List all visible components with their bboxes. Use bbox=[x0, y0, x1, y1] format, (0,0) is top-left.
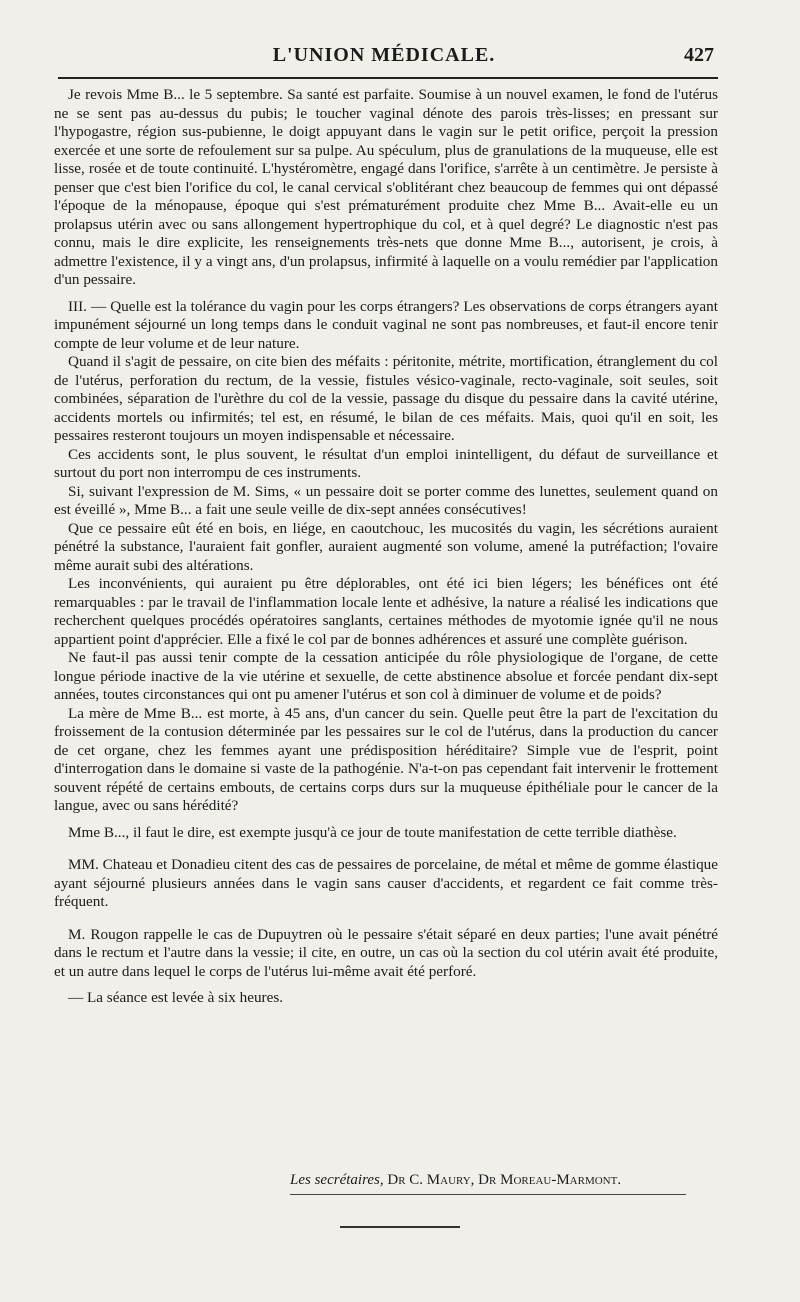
paragraph: Ces accidents sont, le plus souvent, le résultat d'un emploi inintelligent, du défaut de surveillance et surtout du port non interrompu de ces instruments. bbox=[54, 445, 718, 481]
paragraph: — La séance est levée à six heures. bbox=[68, 989, 284, 1006]
article-body bbox=[54, 86, 718, 1008]
paragraph: Si, suivant l'expression de M. Sims, « un pessaire doit se porter comme des lunettes, seulement quand on est éveillé », Mme B... a fait une seule veille de dix-sept années consécutives! bbox=[54, 482, 718, 518]
signature-prefix: Les secrétaires, bbox=[290, 1172, 384, 1188]
header-rule bbox=[58, 77, 718, 79]
end-rule bbox=[340, 1226, 460, 1228]
paragraph: Je revois Mme B... le 5 septembre. Sa santé est parfaite. Soumise à un nouvel examen, le fond de l'utérus ne se sent pas au-dessus du pubis; le toucher vaginal dénote des parois très-lisses; en pressant sur l'hypogastre, région sus-pubienne, le doigt appuyant dans le vagin sur le petit orifice, perçoit la pression exercée et une sorte de refoulement sur sa pulpe. Au spéculum, plus de granulations de la muqueuse, elle est lisse, rosée et de toute continuité. L'hystéromètre, engagé dans l'orifice, s'arrête à un centimètre. Je persiste à penser que c'est bien l'orifice du col, le canal cervical s'oblitérant chez beaucoup de femmes qui ont dépassé l'époque de la ménopause, époque qui s'est prématurément produite chez Mme B... Avait-elle eu un prolapsus utérin avec ou sans allongement hypertrophique du col, et à quel degré? Le diagnostic n'est pas connu, mais le dire explicite, les renseignements très-nets que donne Mme B..., autorisent, je crois, à admettre l'existence, il y a vingt ans, d'un prolapsus, infirmité à laquelle on a voulu remédier par l'application d'un pessaire. bbox=[54, 86, 718, 288]
paragraph: Les inconvénients, qui auraient pu être déplorables, ont été ici bien légers; les bénéfices ont été remarquables : par le travail de l'inflammation locale lente et adhésive, la nature a réalisé les indications que recherchent quelques procédés opératoires sanglants, certaines méthodes de myotomie ignée qu'il ne nous appartient point d'apprécier. Elle a fixé le col par de bonnes adhérences et assuré une complète guérison. bbox=[54, 575, 718, 648]
paragraph: Mme B..., il faut le dire, est exempte jusqu'à ce jour de toute manifestation de cette terrible diathèse. bbox=[68, 823, 677, 841]
paragraph: III. — Quelle est la tolérance du vagin pour les corps étrangers? Les observations de corps étrangers ayant impunément séjourné un long temps dans le conduit vaginal ne sont pas nombreuses, et faut-il encore tenir compte de leur volume et de leur nature. bbox=[54, 297, 718, 352]
page-number: 427 bbox=[684, 44, 714, 66]
running-header bbox=[50, 40, 718, 76]
paragraph: MM. Chateau et Donadieu citent des cas de pessaires de porcelaine, de métal et même de gomme élastique ayant séjourné plusieurs années dans le vagin sans causer d'accidents, et regardent ce fait comme très-fréquent. bbox=[54, 856, 718, 910]
paragraph: La mère de Mme B... est morte, à 45 ans, d'un cancer du sein. Quelle peut être la part de l'excitation du froissement de la contusion déterminée par les pessaires sur le col de l'utérus, dans la production du cancer de cet organe, chez les femmes ayant une prédisposition héréditaire? Simple vue de l'esprit, point d'interrogation dans le domaine si vaste de la pathogénie. N'a-t-on pas cependant fait intervenir le frottement souvent répété de certains embouts, de certains corps durs sur la muqueuse épithéliale pour le cancer de la langue, avec ou sans hérédité? bbox=[54, 704, 718, 814]
signature-line bbox=[290, 1172, 621, 1189]
paragraph: M. Rougon rappelle le cas de Dupuytren où le pessaire s'était séparé en deux parties; l'une avait pénétré dans le rectum et l'autre dans la vessie; il cite, en outre, un cas où la section du col utérin avait été produite, et un autre dans lequel le corps de l'utérus lui-même avait été perforé. bbox=[54, 925, 718, 980]
paragraph: Ne faut-il pas aussi tenir compte de la cessation anticipée du rôle physiologique de l'organe, de cette longue période inactive de la vie utérine et sexuelle, de cette abstinence absolue et forcée pendant dix-sept années, toutes circonstances qui ont pu amener l'utérus et son col à diminuer de volume et de poids? bbox=[54, 649, 718, 703]
journal-title: L'UNION MÉDICALE. bbox=[272, 44, 496, 66]
paragraph: Quand il s'agit de pessaire, on cite bien des méfaits : péritonite, métrite, mortification, étranglement du col de l'utérus, perforation du rectum, de la vessie, fistules vésico-vaginale, recto-vaginale, soit seules, soit combinées, séparation de l'urèthre du col de la vessie, passage du disque du pessaire dans la cavité utérine, accidents mortels ou infirmités; tel est, en résumé, le bilan de ces méfaits. Mais, quoi qu'il en soit, les pessaires resteront toujours un moyen indispensable et nécessaire. bbox=[54, 353, 718, 444]
signature-names: Dr C. Maury, Dr Moreau-Marmont. bbox=[387, 1172, 622, 1188]
paragraph: Que ce pessaire eût été en bois, en liége, en caoutchouc, les mucosités du vagin, les sécrétions auraient pénétré la substance, l'auraient fait gonfler, auraient augmenté son volume, amené la putréfaction; l'ovaire même aurait subi des altérations. bbox=[54, 519, 718, 574]
signature-rule bbox=[290, 1194, 686, 1195]
